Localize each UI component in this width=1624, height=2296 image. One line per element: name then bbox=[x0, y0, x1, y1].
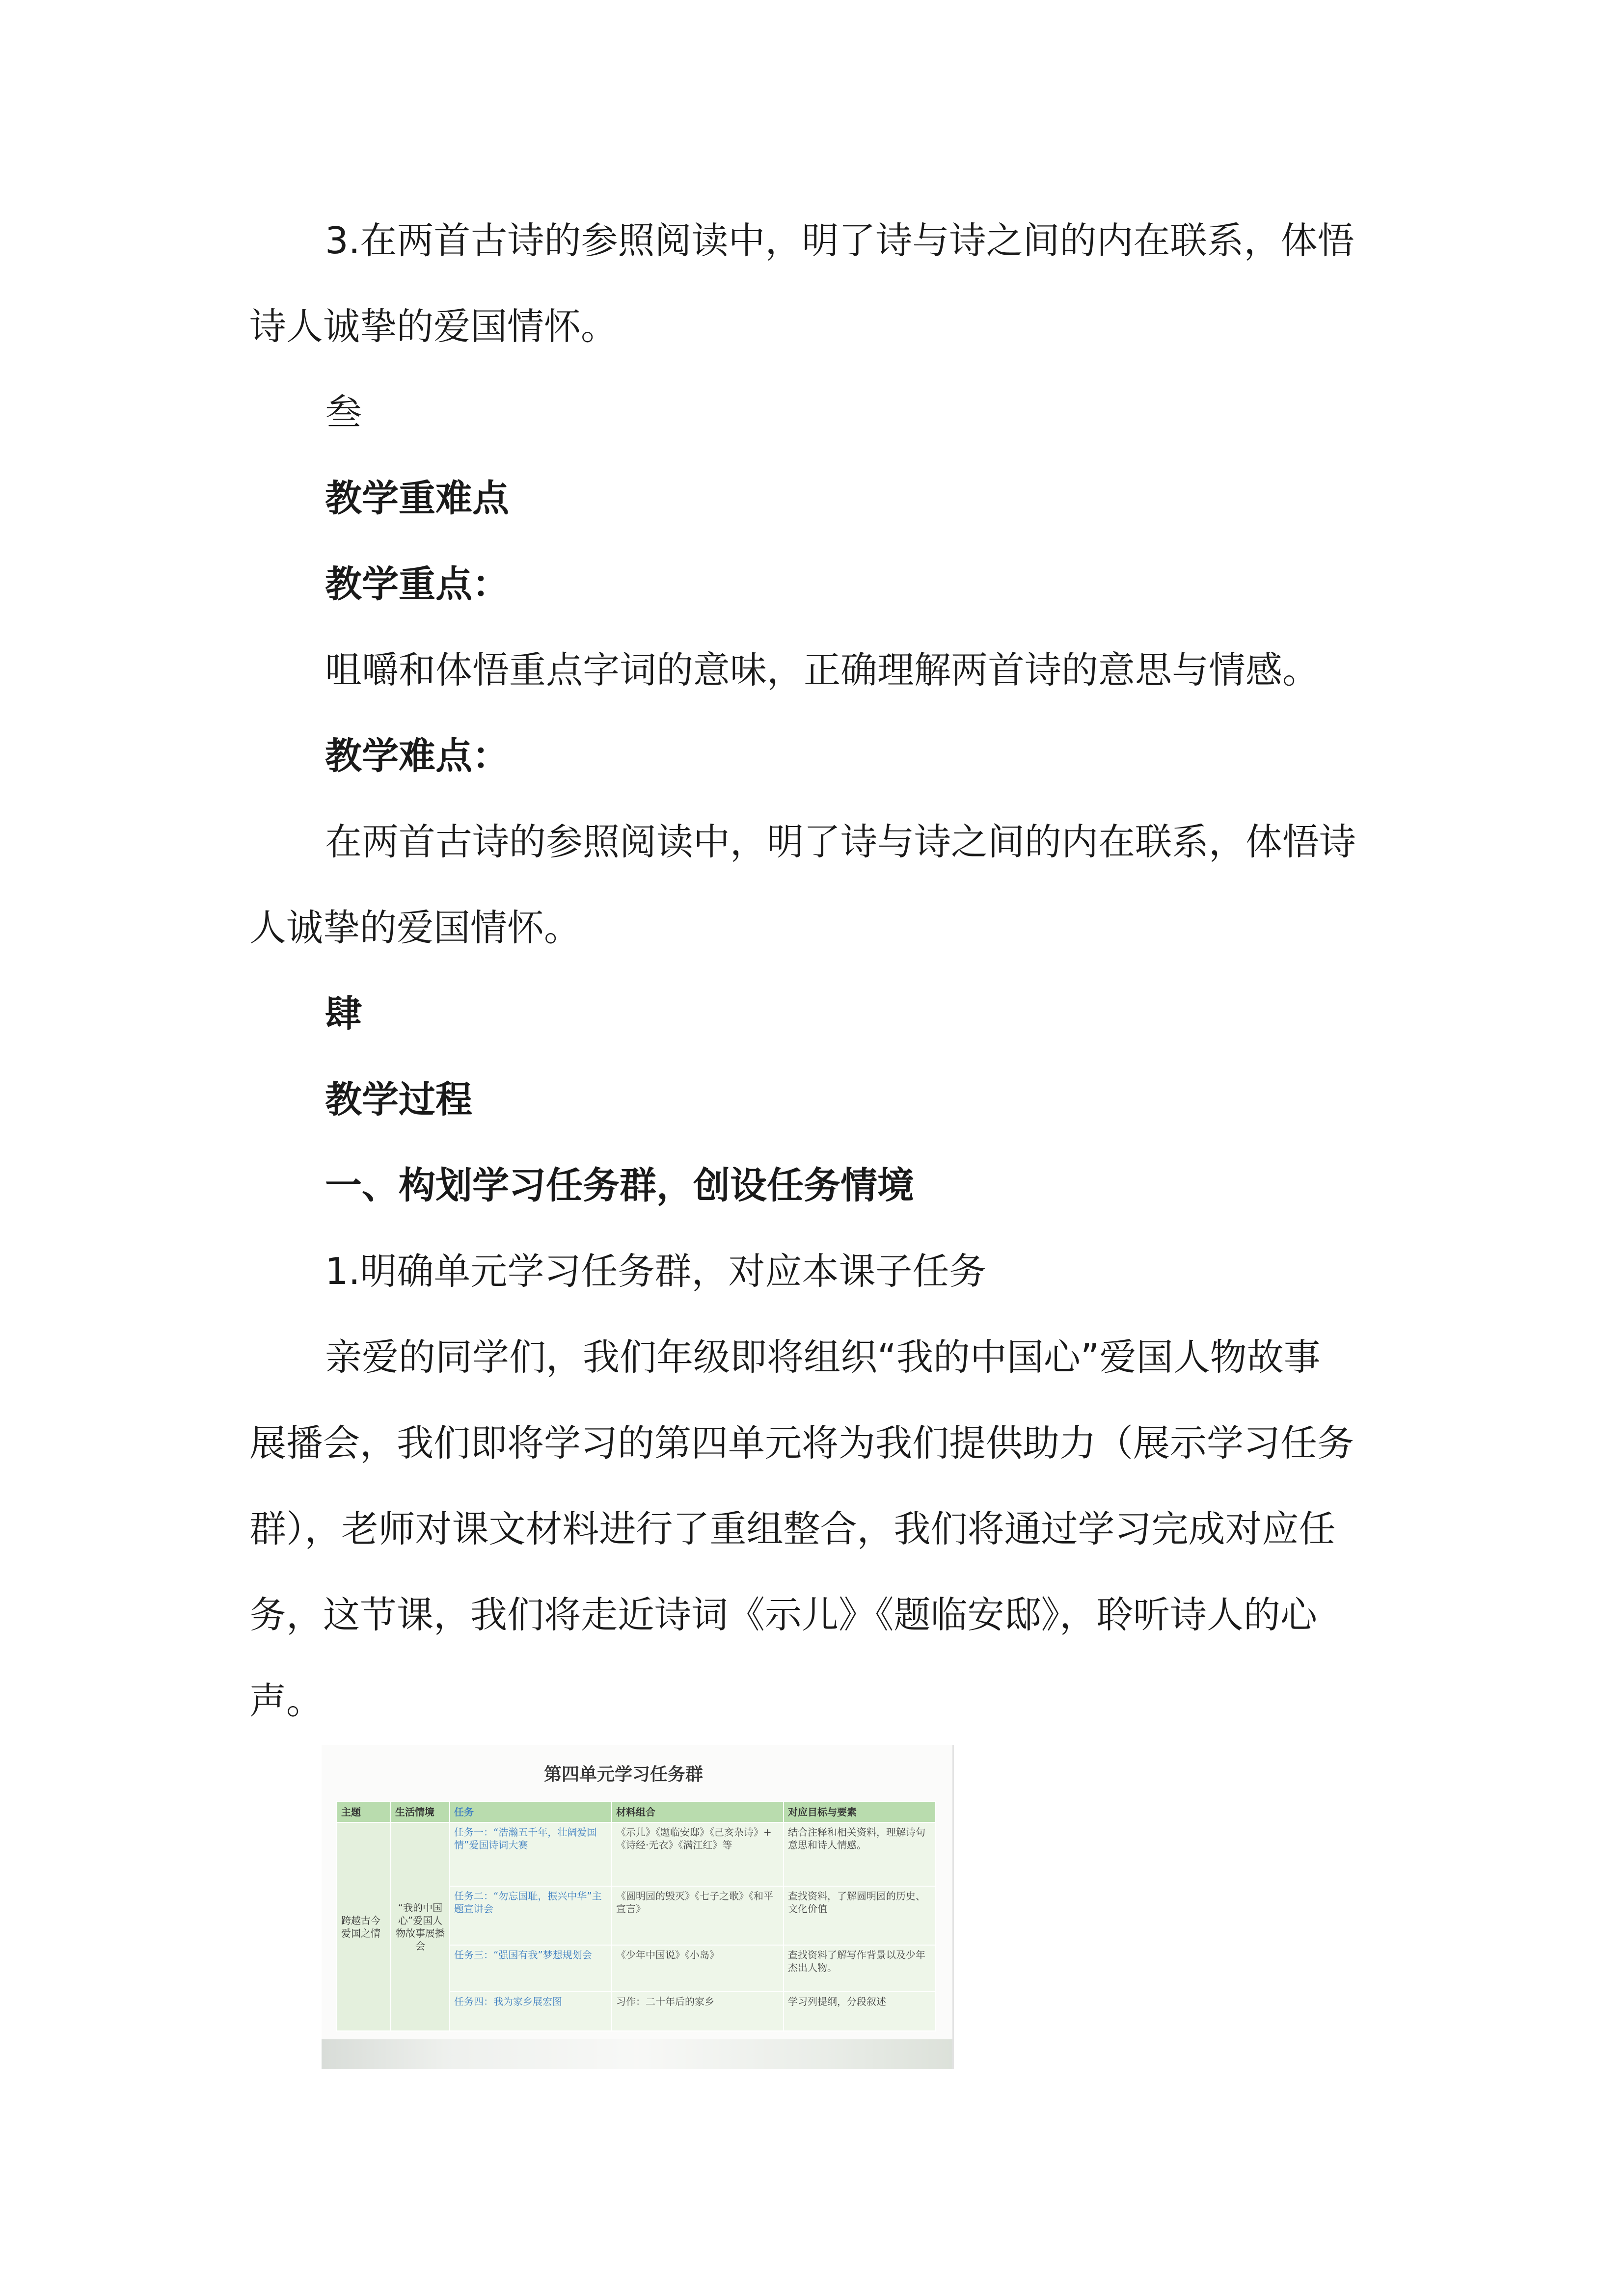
heading-step-1: 一、构划学习任务群，创设任务情境 bbox=[325, 1164, 915, 1207]
header-goals: 对应目标与要素 bbox=[784, 1802, 936, 1822]
header-situation: 生活情境 bbox=[391, 1802, 450, 1822]
subheading-key-points: 教学重点： bbox=[325, 562, 510, 606]
cell-task: 任务三：“强国有我”梦想规划会 bbox=[450, 1945, 612, 1992]
cell-task: 任务一：“浩瀚五千年，壮阔爱国情”爱国诗词大赛 bbox=[450, 1822, 612, 1886]
paragraph-goal-3-line-2: 诗人诚挚的爱国情怀。 bbox=[249, 305, 618, 348]
heading-teaching-process: 教学过程 bbox=[325, 1078, 473, 1121]
unit-task-group-figure bbox=[322, 1745, 954, 2069]
paragraph-intro-line-1: 亲爱的同学们，我们年级即将组织“我的中国心”爱国人物故事 bbox=[325, 1335, 1321, 1379]
task-group-table bbox=[336, 1801, 936, 2031]
paragraph-intro-line-2: 展播会，我们即将学习的第四单元将为我们提供助力（展示学习任务 bbox=[249, 1421, 1354, 1465]
cell-task: 任务四：我为家乡展宏图 bbox=[450, 1992, 612, 2031]
cell-materials: 《少年中国说》《小岛》 bbox=[612, 1945, 784, 1992]
paragraph-intro-line-5: 声。 bbox=[249, 1679, 324, 1722]
paragraph-intro-line-3: 群），老师对课文材料进行了重组整合，我们将通过学习完成对应任 bbox=[249, 1507, 1336, 1550]
paragraph-goal-3-line-1: 3.在两首古诗的参照阅读中，明了诗与诗之间的内在联系，体悟 bbox=[325, 219, 1354, 262]
section-number-3: 叁 bbox=[325, 391, 362, 434]
paragraph-intro-line-4: 务，这节课，我们将走近诗词《示儿》《题临安邸》，聆听诗人的心 bbox=[249, 1593, 1318, 1636]
cell-situation: “我的中国心”爱国人物故事展播会 bbox=[391, 1822, 450, 2031]
cell-goals: 查找资料了解写作背景以及少年杰出人物。 bbox=[784, 1945, 936, 1992]
cell-goals: 查找资料，了解圆明园的历史、文化价值 bbox=[784, 1886, 936, 1945]
table-header-row bbox=[337, 1802, 936, 1822]
figure-title: 第四单元学习任务群 bbox=[543, 1764, 703, 1785]
table-row bbox=[337, 1822, 936, 1886]
cell-materials: 习作：二十年后的家乡 bbox=[612, 1992, 784, 2031]
subheading-difficult-points: 教学难点： bbox=[325, 734, 510, 777]
cell-goals: 结合注释和相关资料，理解诗句意思和诗人情感。 bbox=[784, 1822, 936, 1886]
cell-goals: 学习列提纲，分段叙述 bbox=[784, 1992, 936, 2031]
section-number-4: 肆 bbox=[325, 992, 362, 1035]
cell-theme: 跨越古今爱国之情 bbox=[337, 1822, 391, 2031]
paragraph-difficult-points-line-2: 人诚挚的爱国情怀。 bbox=[249, 906, 581, 949]
paragraph-key-points: 咀嚼和体悟重点字词的意味，正确理解两首诗的意思与情感。 bbox=[325, 648, 1320, 692]
header-materials: 材料组合 bbox=[612, 1802, 784, 1822]
cell-task: 任务二：“勿忘国耻，振兴中华”主题宣讲会 bbox=[450, 1886, 612, 1945]
cell-materials: 《圆明园的毁灭》《七子之歌》《和平宣言》 bbox=[612, 1886, 784, 1945]
header-task: 任务 bbox=[450, 1802, 612, 1822]
subheading-step-1-1: 1.明确单元学习任务群，对应本课子任务 bbox=[325, 1250, 986, 1293]
cell-materials: 《示儿》《题临安邸》《己亥杂诗》+《诗经·无衣》《满江红》等 bbox=[612, 1822, 784, 1886]
heading-key-difficult-points: 教学重难点 bbox=[325, 477, 510, 520]
header-theme: 主题 bbox=[337, 1802, 391, 1822]
figure-decorative-footer bbox=[322, 2039, 952, 2069]
paragraph-difficult-points-line-1: 在两首古诗的参照阅读中，明了诗与诗之间的内在联系，体悟诗 bbox=[325, 820, 1356, 863]
